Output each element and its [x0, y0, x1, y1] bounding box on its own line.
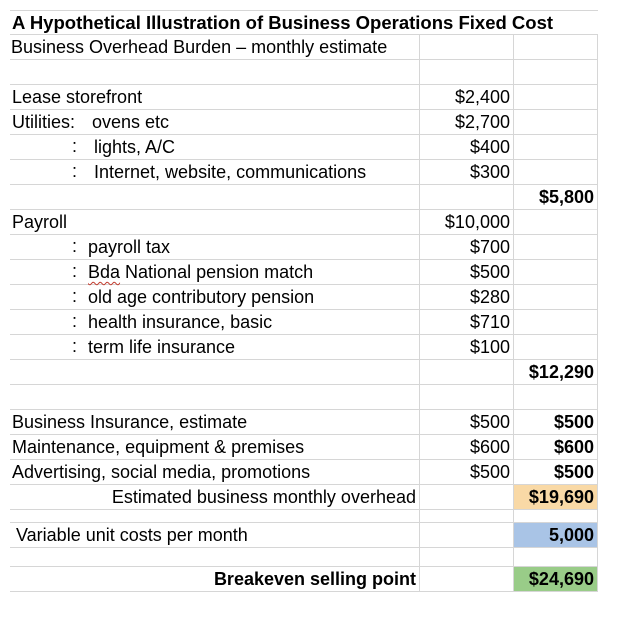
other-cost-total: $600 — [553, 437, 594, 457]
breakeven-label: Breakeven selling point — [213, 569, 416, 589]
other-cost-value: $600 — [469, 437, 510, 457]
cell-label[interactable] — [10, 285, 420, 309]
utilities-lights-row — [10, 135, 598, 160]
empty-row — [10, 60, 598, 85]
cell-label[interactable] — [10, 523, 420, 547]
payroll-item-row — [10, 335, 598, 360]
overhead-label: Estimated business monthly overhead — [111, 487, 416, 507]
colon-marker: : — [72, 136, 78, 156]
payroll-item-value: $280 — [469, 287, 510, 307]
utilities-internet-row — [10, 160, 598, 185]
colon-marker: : — [72, 286, 78, 306]
other-cost-label: Advertising, social media, promotions — [12, 462, 311, 482]
premises-subtotal-row — [10, 185, 598, 210]
colon-marker: : — [72, 336, 78, 356]
cell-amount[interactable] — [420, 210, 514, 234]
cell-label[interactable] — [10, 567, 420, 591]
cell-amount[interactable] — [420, 335, 514, 359]
cell-amount[interactable] — [420, 410, 514, 434]
cell-label[interactable] — [10, 110, 420, 134]
cell-amount[interactable] — [420, 235, 514, 259]
cell-amount[interactable] — [420, 85, 514, 109]
title-row — [10, 12, 598, 35]
cell-total[interactable] — [514, 360, 598, 384]
colon-marker: : — [72, 311, 78, 331]
cell-label[interactable] — [10, 335, 420, 359]
spellcheck-word: Bda — [88, 262, 121, 282]
other-cost-row — [10, 460, 598, 485]
payroll-item-row — [10, 260, 598, 285]
cell-total[interactable] — [514, 160, 598, 184]
cell-amount[interactable] — [420, 460, 514, 484]
payroll-item-label: Bda National pension match — [88, 262, 314, 282]
cell-total[interactable] — [514, 85, 598, 109]
payroll-item-label: old age contributory pension — [88, 287, 315, 307]
sheet-top-border — [10, 10, 598, 11]
cell-label[interactable] — [10, 410, 420, 434]
payroll-item-label: health insurance, basic — [88, 312, 273, 332]
payroll-item-row — [10, 285, 598, 310]
subtitle-row — [10, 35, 598, 60]
other-cost-value: $500 — [469, 412, 510, 432]
lease-row — [10, 85, 598, 110]
cell-total[interactable] — [514, 410, 598, 434]
spreadsheet — [10, 12, 598, 592]
sheet-subtitle: Business Overhead Burden – monthly estimate — [11, 37, 388, 57]
breakeven-total: $24,690 — [528, 569, 594, 589]
cell-label[interactable] — [10, 135, 420, 159]
other-cost-label: Business Insurance, estimate — [12, 412, 248, 432]
variable-row — [10, 523, 598, 548]
ovens-label: ovens etc — [92, 112, 170, 132]
cell-label[interactable] — [10, 485, 420, 509]
cell-total[interactable] — [514, 210, 598, 234]
other-cost-total: $500 — [553, 412, 594, 432]
overhead-total-cell[interactable] — [514, 485, 598, 509]
other-cost-label: Maintenance, equipment & premises — [12, 437, 305, 457]
cell-label[interactable] — [10, 210, 420, 234]
utilities-ovens-row — [10, 110, 598, 135]
cell-label[interactable] — [10, 260, 420, 284]
internet-value: $300 — [469, 162, 510, 182]
lights-label: lights, A/C — [94, 137, 176, 157]
payroll-label: Payroll — [12, 212, 68, 232]
empty-row — [10, 510, 598, 523]
payroll-item-row — [10, 310, 598, 335]
cell-amount[interactable] — [420, 260, 514, 284]
payroll-row — [10, 210, 598, 235]
empty-row — [10, 548, 598, 567]
cell-total[interactable] — [514, 135, 598, 159]
payroll-subtotal: $12,290 — [528, 362, 594, 382]
other-cost-row — [10, 410, 598, 435]
lease-label: Lease storefront — [12, 87, 143, 107]
variable-total: 5,000 — [548, 525, 594, 545]
cell-total[interactable] — [514, 435, 598, 459]
cell-amount[interactable] — [420, 135, 514, 159]
cell-total[interactable] — [514, 185, 598, 209]
cell-total[interactable] — [514, 460, 598, 484]
cell-amount[interactable] — [420, 435, 514, 459]
cell-label[interactable] — [10, 85, 420, 109]
other-cost-value: $500 — [469, 462, 510, 482]
cell-amount[interactable] — [420, 310, 514, 334]
cell-amount[interactable] — [420, 160, 514, 184]
other-cost-row — [10, 435, 598, 460]
cell-total[interactable] — [514, 110, 598, 134]
cell-label[interactable] — [10, 460, 420, 484]
payroll-item-value: $100 — [469, 337, 510, 357]
breakeven-row — [10, 567, 598, 592]
payroll-item-label: payroll tax — [88, 237, 171, 257]
cell-label[interactable] — [10, 435, 420, 459]
lease-value: $2,400 — [454, 87, 510, 107]
payroll-item-value: $500 — [469, 262, 510, 282]
breakeven-total-cell[interactable] — [514, 567, 598, 591]
cell-amount[interactable] — [420, 285, 514, 309]
colon-marker: : — [72, 261, 78, 281]
overhead-row — [10, 485, 598, 510]
overhead-total: $19,690 — [528, 487, 594, 507]
payroll-item-label: term life insurance — [88, 337, 236, 357]
payroll-item-value: $700 — [469, 237, 510, 257]
ovens-value: $2,700 — [454, 112, 510, 132]
empty-row — [10, 385, 598, 410]
payroll-item-row — [10, 235, 598, 260]
payroll-value: $10,000 — [444, 212, 510, 232]
premises-subtotal: $5,800 — [538, 187, 594, 207]
cell-label[interactable] — [10, 235, 420, 259]
colon-marker: : — [72, 161, 78, 181]
other-cost-total: $500 — [553, 462, 594, 482]
lights-value: $400 — [469, 137, 510, 157]
payroll-item-value: $710 — [469, 312, 510, 332]
colon-marker: : — [72, 236, 78, 256]
internet-label: Internet, website, communications — [94, 162, 367, 182]
variable-label: Variable unit costs per month — [16, 525, 248, 545]
sheet-title: A Hypothetical Illustration of Business Operations Fixed Cost — [12, 12, 554, 33]
cell-label[interactable] — [10, 160, 420, 184]
cell-label[interactable] — [10, 310, 420, 334]
cell-amount[interactable] — [420, 110, 514, 134]
utilities-label: Utilities: — [12, 112, 76, 132]
payroll-subtotal-row — [10, 360, 598, 385]
variable-total-cell[interactable] — [514, 523, 598, 547]
